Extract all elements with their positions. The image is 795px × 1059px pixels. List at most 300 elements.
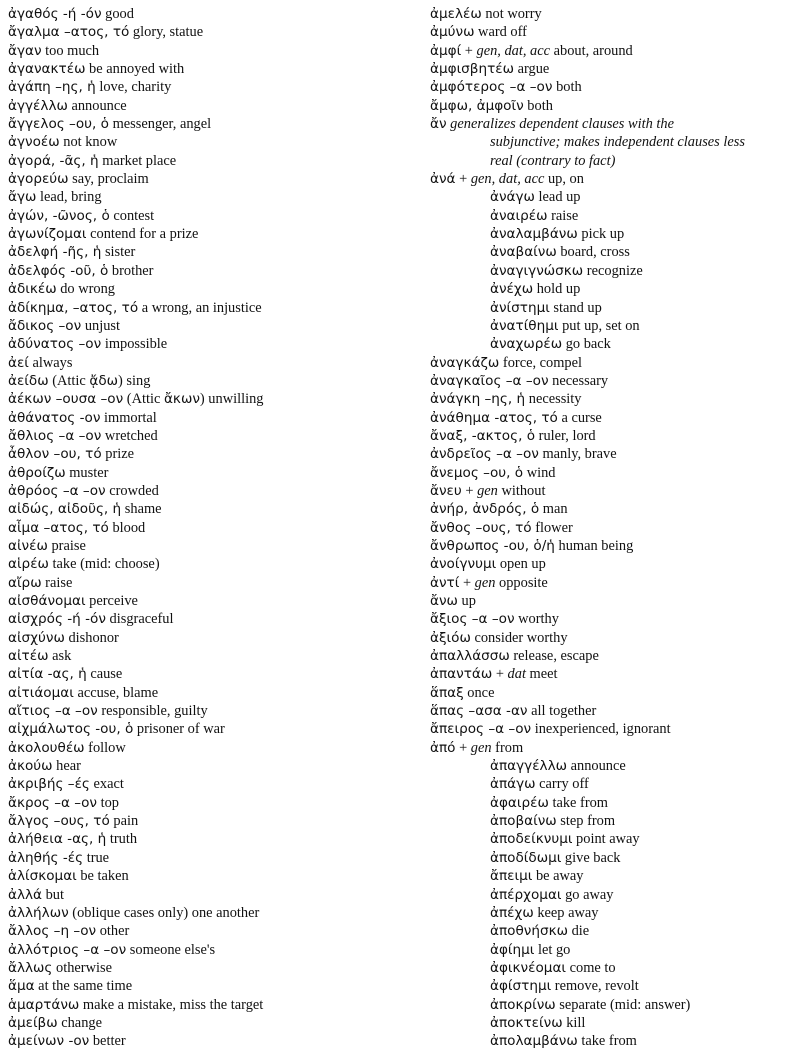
definition: human being	[554, 537, 634, 554]
greek-headword: ἀναλαμβάνω	[490, 226, 578, 243]
entry-continuation	[430, 133, 790, 151]
greek-headword: ἀλήθεια -ας, ἡ	[8, 831, 107, 848]
vocab-entry	[8, 849, 408, 867]
greek-headword: ἄνθος –ους, τό	[430, 519, 532, 536]
definition: raise	[41, 574, 73, 591]
definition: lead up	[534, 189, 581, 206]
definition: crowded	[105, 482, 159, 499]
greek-headword: ἀλλότριος –α –ον	[8, 941, 127, 958]
definition: prisoner of war	[133, 721, 225, 738]
vocab-entry	[8, 354, 408, 372]
greek-headword: αἰτέω	[8, 648, 49, 665]
greek-headword: ἀμφότερος –α –ον	[430, 79, 553, 96]
grammar-note: gen	[470, 739, 492, 756]
definition: a wrong, an injustice	[138, 299, 262, 316]
vocab-entry	[430, 409, 790, 427]
definition: flower	[531, 519, 573, 536]
vocab-entry	[8, 1032, 408, 1050]
definition: keep away	[533, 904, 599, 921]
vocab-entry	[430, 519, 790, 537]
vocab-entry	[430, 665, 790, 683]
vocab-entry	[8, 684, 408, 702]
sub-entry	[430, 830, 790, 848]
greek-headword: ἅπας –ασα -αν	[430, 703, 528, 720]
definition: announce	[67, 97, 127, 114]
sub-entry	[430, 977, 790, 995]
greek-headword: ἀπαγγέλλω	[490, 758, 568, 775]
definition: wind	[523, 464, 556, 481]
greek-headword: ἀμείβω	[8, 1014, 58, 1031]
vocab-entry	[8, 335, 408, 353]
vocab-entry	[8, 445, 408, 463]
sub-entry	[430, 996, 790, 1014]
greek-headword: ἀγωνίζομαι	[8, 226, 87, 243]
definition: worthy	[514, 611, 559, 628]
greek-headword: ἄκρος –α –ον	[8, 794, 98, 811]
greek-headword: ἀκριβής –ές	[8, 776, 90, 793]
greek-headword: ἀνάγκη –ης, ἡ	[430, 391, 526, 408]
greek-headword: ἀμφί	[430, 42, 462, 59]
greek-headword: ἆθλον –ου, τό	[8, 446, 102, 463]
greek-headword: ἀπό	[430, 739, 456, 756]
greek-headword: ἀείδω	[8, 372, 49, 389]
greek-headword: ἄξιος –α –ον	[430, 611, 515, 628]
greek-headword: ἄδικος –ον	[8, 317, 82, 334]
vocab-entry	[8, 665, 408, 683]
vocab-entry	[8, 941, 408, 959]
definition: go back	[562, 336, 611, 353]
definition: immortal	[100, 409, 157, 426]
sub-entry	[430, 317, 790, 335]
greek-headword: ἀποβαίνω	[490, 813, 557, 830]
greek-headword: ἄπειρος –α –ον	[430, 721, 532, 738]
definition: unjust	[81, 317, 120, 334]
vocab-entry	[8, 5, 408, 23]
grammar-note: gen, dat, acc	[476, 42, 551, 59]
greek-headword: ἀνάθημα -ατος, τό	[430, 409, 558, 426]
greek-headword: αἰτία -ας, ἡ	[8, 666, 87, 683]
greek-headword: αἰσθάνομαι	[8, 593, 86, 609]
definition-continued: from	[491, 739, 524, 756]
greek-headword: ἄν	[430, 116, 447, 133]
definition: prize	[101, 446, 135, 463]
definition: hold up	[533, 281, 581, 298]
definition: both	[552, 79, 582, 96]
greek-headword: ἀναβαίνω	[490, 244, 557, 261]
vocab-entry	[430, 684, 790, 702]
vocab-entry	[8, 409, 408, 427]
sub-entry	[430, 225, 790, 243]
vocab-entry	[430, 739, 790, 757]
sub-entry	[430, 867, 790, 885]
vocab-entry	[8, 886, 408, 904]
greek-headword: ἀπέχω	[490, 904, 534, 921]
greek-headword: αἰχμάλωτος -ου, ὁ	[8, 721, 134, 738]
definition: contend for a prize	[86, 226, 199, 243]
definition: accuse, blame	[73, 684, 159, 701]
definition: not know	[59, 134, 118, 151]
vocab-entry	[430, 390, 790, 408]
sub-entry	[430, 886, 790, 904]
greek-headword: ἀπάγω	[490, 776, 536, 793]
greek-headword: ἀνδρεῖος –α –ον	[430, 446, 539, 463]
sub-entry	[430, 757, 790, 775]
definition: raise	[547, 207, 579, 224]
definition: come to	[566, 959, 616, 976]
definition: +	[461, 42, 477, 59]
grammar-note: gen, dat, acc	[470, 171, 545, 188]
vocab-entry	[8, 243, 408, 261]
definition-continued: meet	[525, 666, 558, 683]
vocab-entry	[8, 115, 408, 133]
greek-headword: αἱρέω	[8, 556, 49, 573]
greek-headword: ἁλίσκομαι	[8, 868, 77, 885]
greek-headword: ἀδελφός -οῦ, ὁ	[8, 262, 109, 279]
definition: not worry	[481, 6, 542, 22]
greek-headword: ἀνήρ, ἀνδρός, ὁ	[430, 501, 540, 518]
vocab-entry	[430, 97, 790, 115]
greek-headword: ἀναχωρέω	[490, 336, 563, 353]
sub-entry	[430, 812, 790, 830]
vocab-entry	[8, 574, 408, 592]
vocab-entry	[430, 720, 790, 738]
greek-headword: ἀγγέλλω	[8, 97, 68, 114]
sub-entry	[430, 280, 790, 298]
vocab-entry	[8, 830, 408, 848]
greek-headword: αἰτιάομαι	[8, 684, 74, 701]
vocab-entry	[8, 78, 408, 96]
definition-continued: up, on	[544, 171, 584, 188]
vocab-entry	[8, 629, 408, 647]
grammar-note: dat	[507, 666, 526, 683]
vocab-entry	[8, 464, 408, 482]
greek-headword: ἄνεμος –ου, ὁ	[430, 464, 524, 481]
vocab-entry	[8, 152, 408, 170]
vocab-entry	[8, 299, 408, 317]
vocab-entry	[430, 610, 790, 628]
definition: glory, statue	[129, 24, 204, 41]
vocab-entry	[8, 42, 408, 60]
definition: truth	[106, 831, 138, 848]
definition: ask	[48, 648, 72, 665]
greek-headword: ἄπειμι	[490, 868, 533, 885]
definition: manly, brave	[538, 446, 617, 463]
definition: top	[97, 794, 120, 811]
greek-headword: ἄγγελος –ου, ὁ	[8, 116, 109, 133]
sub-entry	[430, 299, 790, 317]
vocab-entry	[8, 922, 408, 940]
definition: wretched	[101, 427, 158, 444]
vocab-entry	[430, 23, 790, 41]
greek-headword: ἀποδείκνυμι	[490, 831, 573, 848]
definition: announce	[567, 758, 626, 775]
vocab-entry	[430, 702, 790, 720]
greek-headword: αἴτιος –α –ον	[8, 703, 98, 720]
definition: let go	[534, 941, 571, 958]
vocab-entry	[8, 794, 408, 812]
definition: pain	[109, 813, 139, 830]
greek-headword: ἀναγιγνώσκω	[490, 262, 584, 279]
greek-headword: ἀγνοέω	[8, 134, 60, 151]
grammar-note: real (contrary to fact)	[490, 152, 616, 169]
definition: make a mistake, miss the target	[79, 996, 264, 1013]
greek-headword: ἀδελφή -ῆς, ἡ	[8, 244, 102, 261]
vocab-entry	[430, 427, 790, 445]
vocab-entry	[8, 500, 408, 518]
definition: recognize	[583, 262, 643, 279]
definition: carry off	[535, 776, 589, 793]
right-column	[430, 5, 790, 1051]
greek-headword: ἀθροίζω	[8, 464, 66, 481]
vocab-entry	[8, 207, 408, 225]
vocab-entry	[8, 775, 408, 793]
definition: always	[28, 354, 73, 371]
definition: impossible	[101, 336, 168, 353]
definition: man	[539, 501, 568, 518]
greek-headword: ἀφίημι	[490, 941, 535, 958]
vocab-entry	[430, 170, 790, 188]
definition: too much	[41, 42, 100, 59]
definition: responsible, guilty	[97, 703, 208, 720]
definition: kill	[562, 1014, 586, 1031]
greek-headword: ἀπαντάω	[430, 666, 493, 683]
sub-entry	[430, 794, 790, 812]
greek-headword: ἀμελέω	[430, 6, 482, 22]
definition: remove, revolt	[551, 978, 639, 995]
vocab-entry	[8, 225, 408, 243]
vocab-entry	[8, 317, 408, 335]
vocab-entry	[8, 739, 408, 757]
vocab-entry	[8, 280, 408, 298]
greek-headword: ἀποδίδωμι	[490, 849, 562, 866]
greek-headword: ἄγω	[8, 189, 37, 206]
left-column	[8, 5, 408, 1051]
vocab-entry	[430, 482, 790, 500]
greek-headword: ἀνίστημι	[490, 299, 550, 316]
greek-headword: ἀγάπη –ης, ἡ	[8, 79, 96, 96]
greek-headword: ἀγορεύω	[8, 171, 69, 188]
grammar-note: gen	[474, 574, 496, 591]
greek-headword: ἀναγκάζω	[430, 354, 500, 371]
sub-entry	[430, 1032, 790, 1050]
definition: better	[89, 1033, 126, 1050]
definition: up	[457, 593, 476, 609]
definition: otherwise	[52, 959, 112, 976]
greek-headword: ἀφαιρέω	[490, 794, 549, 811]
definition: point away	[572, 831, 640, 848]
greek-headword: ἀποκρίνω	[490, 996, 556, 1013]
greek-headword: ἀκούω	[8, 758, 53, 775]
definition: inexperienced, ignorant	[531, 721, 671, 738]
vocab-entry	[430, 115, 790, 133]
definition: +	[461, 482, 478, 499]
greek-headword: ἀνοίγνυμι	[430, 556, 497, 573]
vocab-entry	[430, 592, 790, 610]
definition-continued: ) sing	[118, 372, 151, 389]
definition: hear	[52, 758, 81, 775]
greek-headword: ἀμφισβητέω	[430, 61, 514, 78]
vocab-entry	[8, 904, 408, 922]
definition: a curse	[557, 409, 602, 426]
vocab-entry	[8, 592, 408, 610]
vocab-entry	[8, 1014, 408, 1032]
definition: release, escape	[509, 648, 599, 665]
greek-headword: ἄναξ, -ακτος, ὁ	[430, 427, 536, 444]
vocab-entry	[430, 464, 790, 482]
definition: put up, set on	[558, 317, 640, 334]
definition: love, charity	[95, 79, 172, 96]
greek-headword: ἀφικνέομαι	[490, 959, 567, 976]
greek-headword: ἄλλως	[8, 959, 53, 976]
definition: pick up	[577, 226, 625, 243]
definition: someone else's	[126, 941, 216, 958]
definition: board, cross	[556, 244, 630, 261]
greek-headword: ἄθλιος –α –ον	[8, 427, 102, 444]
definition: market place	[98, 152, 177, 169]
vocab-entry	[430, 5, 790, 23]
definition: give back	[561, 849, 621, 866]
greek-headword: αἷμα –ατος, τό	[8, 519, 109, 536]
definition: messenger, angel	[109, 116, 212, 133]
vocab-entry	[8, 60, 408, 78]
definition: open up	[496, 556, 546, 573]
sub-entry	[430, 207, 790, 225]
vocab-entry	[430, 647, 790, 665]
greek-headword: ἄνω	[430, 593, 458, 609]
vocab-entry	[8, 959, 408, 977]
greek-headword: ἀνάγω	[490, 189, 535, 206]
definition-continued: without	[497, 482, 546, 499]
definition: take (mid: choose)	[48, 556, 160, 573]
greek-headword: ἀθάνατος -ον	[8, 409, 101, 426]
greek-headword: ἀξιόω	[430, 629, 471, 646]
greek-headword: ἀντί	[430, 574, 460, 591]
greek-headword: ἀμείνων -ον	[8, 1033, 90, 1050]
definition: all together	[527, 703, 597, 720]
greek-headword: ἄγαλμα –ατος, τό	[8, 24, 130, 41]
vocab-entry	[8, 482, 408, 500]
definition: die	[568, 923, 590, 940]
definition: contest	[109, 207, 155, 224]
definition: sister	[101, 244, 136, 261]
vocab-entry	[8, 610, 408, 628]
greek-headword: ἀπολαμβάνω	[490, 1033, 578, 1050]
greek-headword: ἀγών, -ῶνος, ὁ	[8, 207, 110, 224]
greek-headword: αἴρω	[8, 574, 42, 591]
definition: perceive	[85, 593, 138, 609]
definition: separate (mid: answer)	[555, 996, 691, 1013]
definition-continued: ) unwilling	[199, 391, 264, 408]
greek-headword: ἄγαν	[8, 42, 42, 59]
definition: true	[83, 849, 110, 866]
definition: other	[96, 923, 130, 940]
definition: follow	[84, 739, 126, 756]
greek-headword: ἀλλήλων	[8, 904, 69, 921]
vocab-entry	[8, 977, 408, 995]
definition: necessary	[548, 372, 609, 389]
vocab-entry	[8, 390, 408, 408]
definition: (Attic	[48, 372, 90, 389]
greek-headword: ἄλγος –ους, τό	[8, 813, 110, 830]
greek-headword: ἀνατίθημι	[490, 317, 559, 334]
definition-continued: opposite	[495, 574, 548, 591]
greek-headword: ἀναιρέω	[490, 207, 548, 224]
greek-headword: ἀφίστημι	[490, 978, 552, 995]
definition: say, proclaim	[68, 171, 149, 188]
vocab-entry	[8, 867, 408, 885]
definition: (Attic	[123, 391, 164, 408]
greek-headword: ἅμα	[8, 978, 35, 995]
sub-entry	[430, 262, 790, 280]
greek-headword: ἀγαθός -ή -όν	[8, 6, 102, 22]
definition: +	[459, 574, 475, 591]
greek-headword: ἄμφω, ἀμφοῖν	[430, 97, 524, 114]
vocab-entry	[430, 78, 790, 96]
vocab-entry	[430, 445, 790, 463]
definition: stand up	[549, 299, 602, 316]
greek-headword: ἁμαρτάνω	[8, 996, 80, 1013]
sub-entry	[430, 849, 790, 867]
grammar-note: gen	[477, 482, 498, 499]
vocab-entry	[8, 537, 408, 555]
sub-entry	[430, 904, 790, 922]
vocab-entry	[430, 60, 790, 78]
vocab-entry	[8, 757, 408, 775]
vocab-entry	[8, 23, 408, 41]
definition: shame	[121, 501, 162, 518]
definition-continued: about, around	[550, 42, 633, 59]
entry-continuation	[430, 152, 790, 170]
greek-headword: ἀνά	[430, 171, 456, 188]
greek-headword: ἀπαλλάσσω	[430, 648, 510, 665]
greek-headword: ἀγανακτέω	[8, 61, 86, 78]
sub-entry	[430, 243, 790, 261]
sub-entry	[430, 959, 790, 977]
definition: but	[42, 886, 65, 903]
greek-headword: ἀέκων –ουσα –ον	[8, 391, 124, 408]
definition: lead, bring	[36, 189, 102, 206]
definition: take from	[577, 1033, 637, 1050]
definition: be annoyed with	[85, 61, 185, 78]
definition: both	[523, 97, 553, 114]
vocab-entry	[430, 629, 790, 647]
sub-entry	[430, 775, 790, 793]
vocab-entry	[430, 574, 790, 592]
vocab-entry	[8, 720, 408, 738]
greek-headword: ἀκολουθέω	[8, 739, 85, 756]
vocab-entry	[8, 996, 408, 1014]
definition: ruler, lord	[535, 427, 596, 444]
vocab-entry	[8, 188, 408, 206]
greek-headword: ἀπέρχομαι	[490, 886, 562, 903]
greek-variant: ἄκων	[163, 391, 200, 408]
greek-headword: αἰνέω	[8, 537, 48, 554]
vocab-entry	[8, 647, 408, 665]
sub-entry	[430, 941, 790, 959]
vocab-entry	[8, 702, 408, 720]
greek-headword: ἀληθής -ές	[8, 849, 84, 866]
greek-headword: ἀδίκημα, –ατος, τό	[8, 299, 139, 316]
definition: once	[463, 684, 495, 701]
greek-headword: ἀγορά, -ᾶς, ἡ	[8, 152, 99, 169]
vocab-entry	[8, 97, 408, 115]
definition: at the same time	[34, 978, 133, 995]
sub-entry	[430, 922, 790, 940]
greek-headword: αἰδώς, αἰδοῦς, ἡ	[8, 501, 122, 518]
vocab-entry	[8, 133, 408, 151]
definition: ward off	[474, 24, 527, 41]
definition: change	[57, 1014, 102, 1031]
